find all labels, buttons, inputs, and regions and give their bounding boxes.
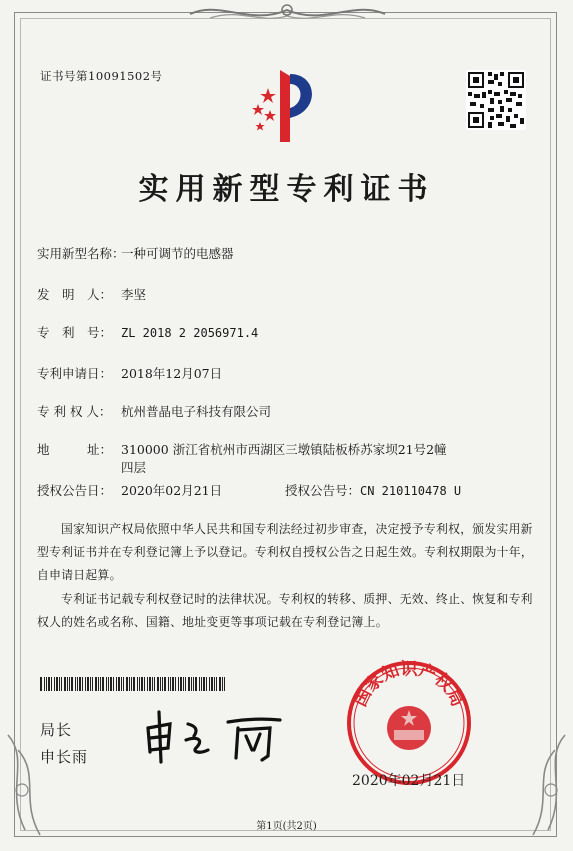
barcode-icon <box>40 677 226 691</box>
director-name: 申长雨 <box>40 748 89 766</box>
certificate-number: 证书号第10091502号 <box>40 69 163 83</box>
patent-number-row <box>37 323 258 341</box>
address-line-2: 四层 <box>121 460 147 475</box>
inventor-label: 发 明 人： <box>37 287 113 302</box>
certificate-title: 实用新型专利证书 <box>138 172 435 207</box>
handwritten-signature-icon <box>140 706 300 766</box>
utility-model-name-value: 一种可调节的电感器 <box>121 246 234 261</box>
patent-office-logo-icon <box>246 66 318 146</box>
patent-number-value: ZL 2018 2 2056971.4 <box>121 326 259 340</box>
grant-number-value: CN 210110478 U <box>360 484 462 498</box>
official-seal-icon <box>344 658 474 788</box>
grant-statement-paragraph: 国家知识产权局依照中华人民共和国专利法经过初步审查，决定授予专利权，颁发实用新型专利证书并在专利登记簿上予以登记。专利权自授权公告之日起生效。专利权期限为十年，自申请日起算。 <box>37 522 533 582</box>
patentee-value: 杭州普晶电子科技有限公司 <box>121 404 272 419</box>
address-row <box>37 440 447 458</box>
filing-date-row <box>37 364 222 382</box>
qr-code-icon <box>466 70 526 130</box>
grant-date-value: 2020年02月21日 <box>121 483 223 498</box>
grant-row <box>37 481 461 499</box>
seal-text: 国家知识产权局 <box>350 659 468 710</box>
legal-status-paragraph: 专利证书记载专利权登记时的法律状况。专利权的转移、质押、无效、终止、恢复和专利权人的姓名或名称、国籍、地址变更等事项记载在专利登记簿上。 <box>37 592 533 629</box>
grant-date-label: 授权公告日： <box>37 483 113 498</box>
utility-model-name-row <box>37 244 234 262</box>
seal-date: 2020年02月21日 <box>352 773 466 789</box>
page-indicator: 第1页(共2页) <box>256 821 317 832</box>
patent-number-label: 专 利 号： <box>37 325 113 340</box>
director-title: 局长 <box>40 721 73 739</box>
inventor-value: 李坚 <box>121 287 147 302</box>
utility-model-name-label: 实用新型名称： <box>37 246 125 261</box>
patentee-row <box>37 402 271 420</box>
filing-date-label: 专利申请日： <box>37 366 113 381</box>
svg-text:国家知识产权局 <box>351 659 468 709</box>
patentee-label: 专 利 权 人： <box>37 404 112 419</box>
address-line-1: 310000 浙江省杭州市西湖区三墩镇陆板桥苏家坝21号2幢 <box>121 442 447 457</box>
inventor-row <box>37 285 146 303</box>
address-label: 地 址： <box>37 442 113 457</box>
grant-number-label: 授权公告号： <box>284 483 360 498</box>
filing-date-value: 2018年12月07日 <box>121 366 223 381</box>
top-ornament <box>180 0 395 26</box>
